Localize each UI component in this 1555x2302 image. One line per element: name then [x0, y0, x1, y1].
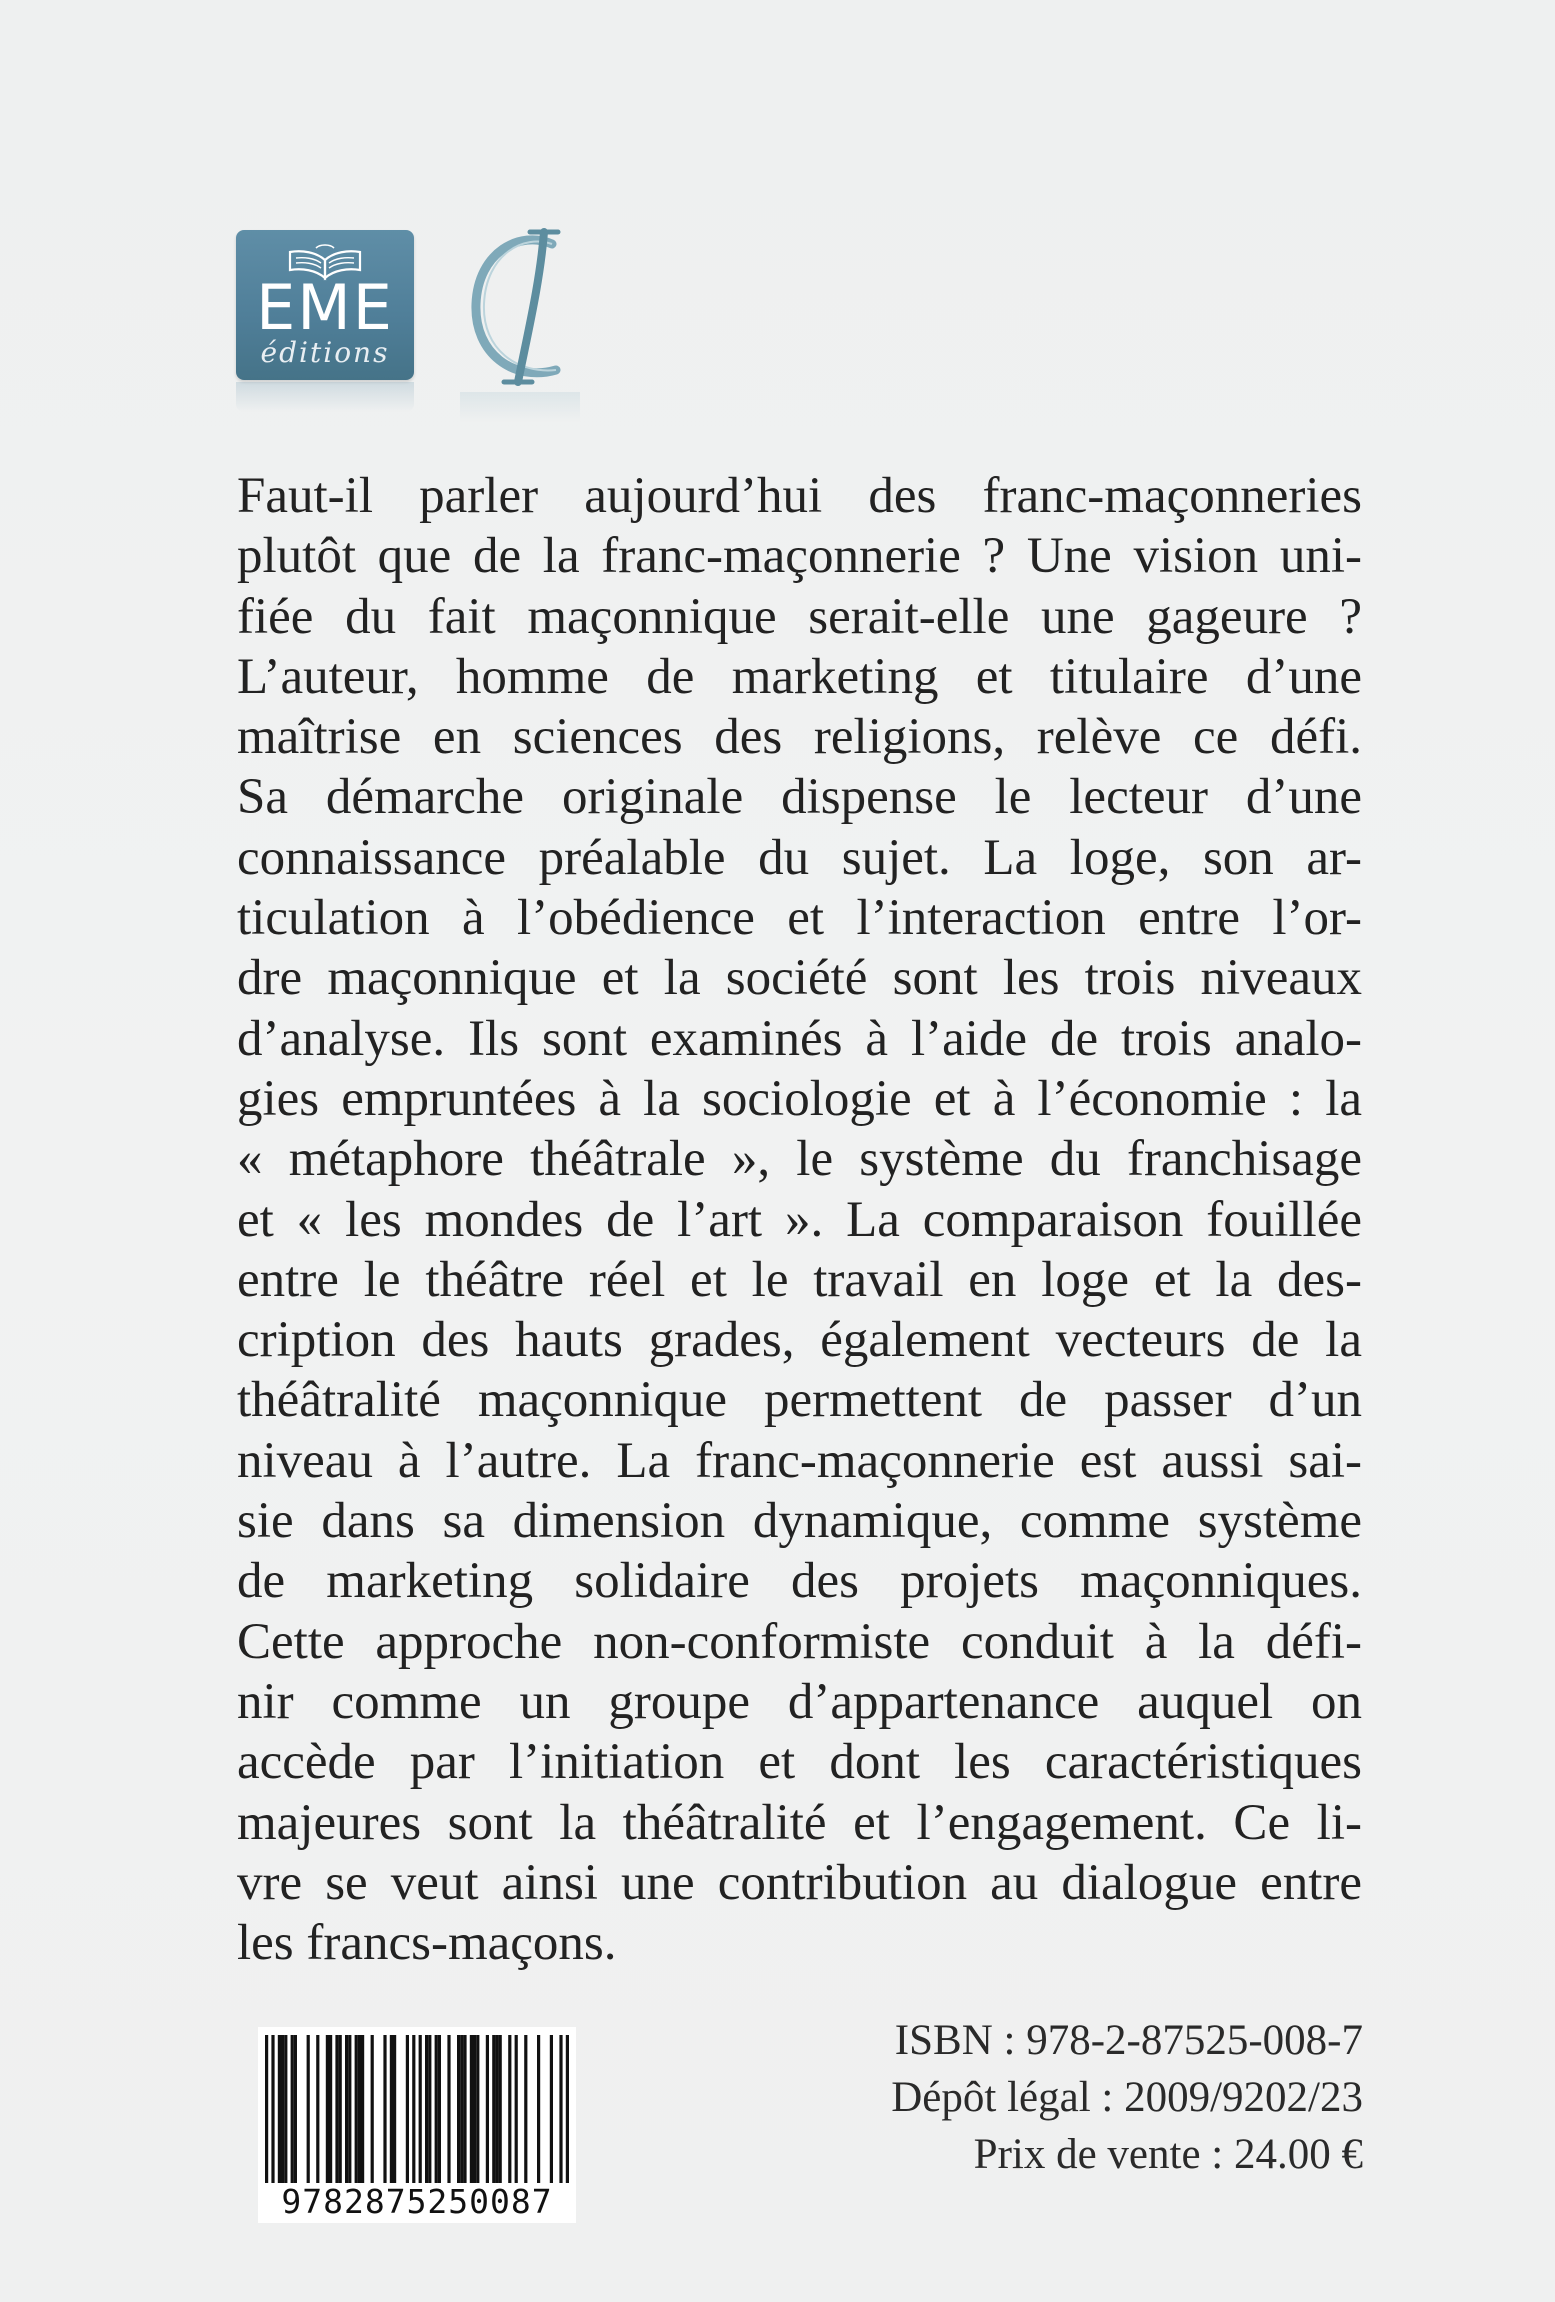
depot-legal-text: Dépôt légal : 2009/9202/23 — [891, 2074, 1363, 2121]
barcode-bar — [473, 2035, 476, 2183]
barcode-bar — [508, 2035, 511, 2183]
blurb-line: niveau à l’autre. La franc-maçonnerie est aussi sai- — [237, 1432, 1362, 1489]
barcode-bar — [284, 2035, 287, 2183]
barcode-bar — [524, 2035, 527, 2183]
barcode-bar — [463, 2035, 466, 2183]
barcode-bar — [425, 2035, 428, 2183]
barcode-bar — [281, 2035, 284, 2183]
barcode-bar — [355, 2035, 358, 2183]
barcode-bar — [406, 2035, 409, 2183]
blurb-line: entre le théâtre réel et le travail en loge et la des- — [237, 1251, 1362, 1308]
barcode-bar — [371, 2035, 374, 2183]
barcode-bar — [345, 2035, 348, 2183]
barcode-bar — [515, 2035, 518, 2183]
barcode-bar — [486, 2035, 489, 2183]
barcode-bar — [307, 2035, 310, 2183]
blurb-line: L’auteur, homme de marketing et titulaire d’une — [237, 648, 1362, 705]
barcode-number: 9782875250087 — [258, 2183, 576, 2221]
blurb-line: Sa démarche originale dispense le lecteur d’une — [237, 769, 1362, 826]
barcode-bar — [393, 2035, 396, 2183]
barcode-bar — [550, 2035, 553, 2183]
barcode-bar — [294, 2035, 297, 2183]
barcode-bar — [470, 2035, 473, 2183]
eme-logo-reflection — [236, 382, 414, 412]
blurb-line: Faut-il parler aujourd’hui des franc-maçonneries — [237, 468, 1362, 524]
back-cover-blurb — [237, 466, 1362, 1973]
barcode-bar — [358, 2035, 361, 2183]
blurb-line: Cette approche non-conformiste conduit à la défi- — [237, 1613, 1362, 1670]
barcode-bar — [383, 2035, 386, 2183]
barcode-bar — [348, 2035, 351, 2183]
blurb-line: maîtrise en sciences des religions, relève ce défi. — [237, 709, 1362, 766]
blurb-line: « métaphore théâtrale », le système du franchisage — [237, 1131, 1362, 1188]
barcode-bar — [316, 2035, 319, 2183]
barcode-bar — [278, 2035, 281, 2183]
barcode-bar — [271, 2035, 274, 2195]
barcode-bar — [339, 2035, 342, 2183]
eme-logo-text: EME — [256, 271, 394, 344]
barcode-bar — [435, 2035, 438, 2183]
barcode-bar — [499, 2035, 502, 2183]
barcode-bar — [326, 2035, 329, 2183]
blurb-line: nir comme un groupe d’appartenance auquel on — [237, 1673, 1362, 1730]
blurb-line: plutôt que de la franc-maçonnerie ? Une vision uni- — [237, 528, 1362, 585]
barcode-bar — [537, 2035, 540, 2183]
barcode-bar — [559, 2035, 562, 2195]
barcode-bar — [495, 2035, 498, 2183]
isbn-barcode — [258, 2027, 576, 2223]
barcode-bar — [291, 2035, 294, 2183]
barcode-bar — [428, 2035, 431, 2183]
barcode-bar — [361, 2035, 364, 2183]
blurb-line: cription des hauts grades, également vecteurs de la — [237, 1312, 1362, 1369]
eme-editions-logo — [236, 230, 414, 380]
barcode-bar — [265, 2035, 268, 2195]
price-text: Prix de vente : 24.00 € — [973, 2131, 1363, 2178]
blurb-line: et « les mondes de l’art ». La comparaison fouillée — [237, 1191, 1362, 1248]
blurb-line: théâtralité maçonnique permettent de passer d’un — [237, 1372, 1362, 1429]
barcode-bar — [390, 2035, 393, 2183]
barcode-bar — [438, 2035, 441, 2183]
blurb-line: gies empruntées à la sociologie et à l’économie : la — [237, 1070, 1362, 1127]
barcode-bar — [329, 2035, 332, 2183]
isbn-text: ISBN : 978-2-87525-008-7 — [894, 2017, 1363, 2064]
barcode-bar — [566, 2035, 569, 2195]
blurb-line: majeures sont la théâtralité et l’engagement. Ce li- — [237, 1794, 1362, 1851]
barcode-bar — [460, 2035, 463, 2183]
blurb-line: sie dans sa dimension dynamique, comme système — [237, 1493, 1362, 1550]
ic-logo-reflection — [460, 392, 580, 422]
barcode-bar — [476, 2035, 479, 2183]
blurb-line: dre maçonnique et la société sont les trois niveaux — [237, 950, 1362, 1007]
blurb-line: les francs-maçons. — [237, 1915, 617, 1972]
publication-info — [891, 2012, 1363, 2183]
barcode-bar — [492, 2035, 495, 2183]
barcode-bar — [335, 2035, 338, 2183]
blurb-line: fiée du fait maçonnique serait-elle une gageure ? — [237, 588, 1362, 645]
blurb-line: de marketing solidaire des projets maçonniques. — [237, 1553, 1362, 1610]
blurb-line: ticulation à l’obédience et l’interaction entre l’or- — [237, 890, 1362, 947]
ic-monogram-logo — [460, 222, 580, 392]
blurb-line: d’analyse. Ils sont examinés à l’aide de trois analo- — [237, 1010, 1362, 1067]
blurb-line: connaissance préalable du sujet. La loge, son ar- — [237, 829, 1362, 886]
editions-logo-text: éditions — [260, 336, 390, 369]
barcode-bar — [447, 2035, 450, 2183]
barcode-bar — [457, 2035, 460, 2183]
barcode-bar — [412, 2035, 415, 2195]
blurb-line: vre se veut ainsi une contribution au dialogue entre — [237, 1854, 1362, 1911]
barcode-bar — [419, 2035, 422, 2195]
blurb-line: accède par l’initiation et dont les caractéristiques — [237, 1734, 1362, 1791]
